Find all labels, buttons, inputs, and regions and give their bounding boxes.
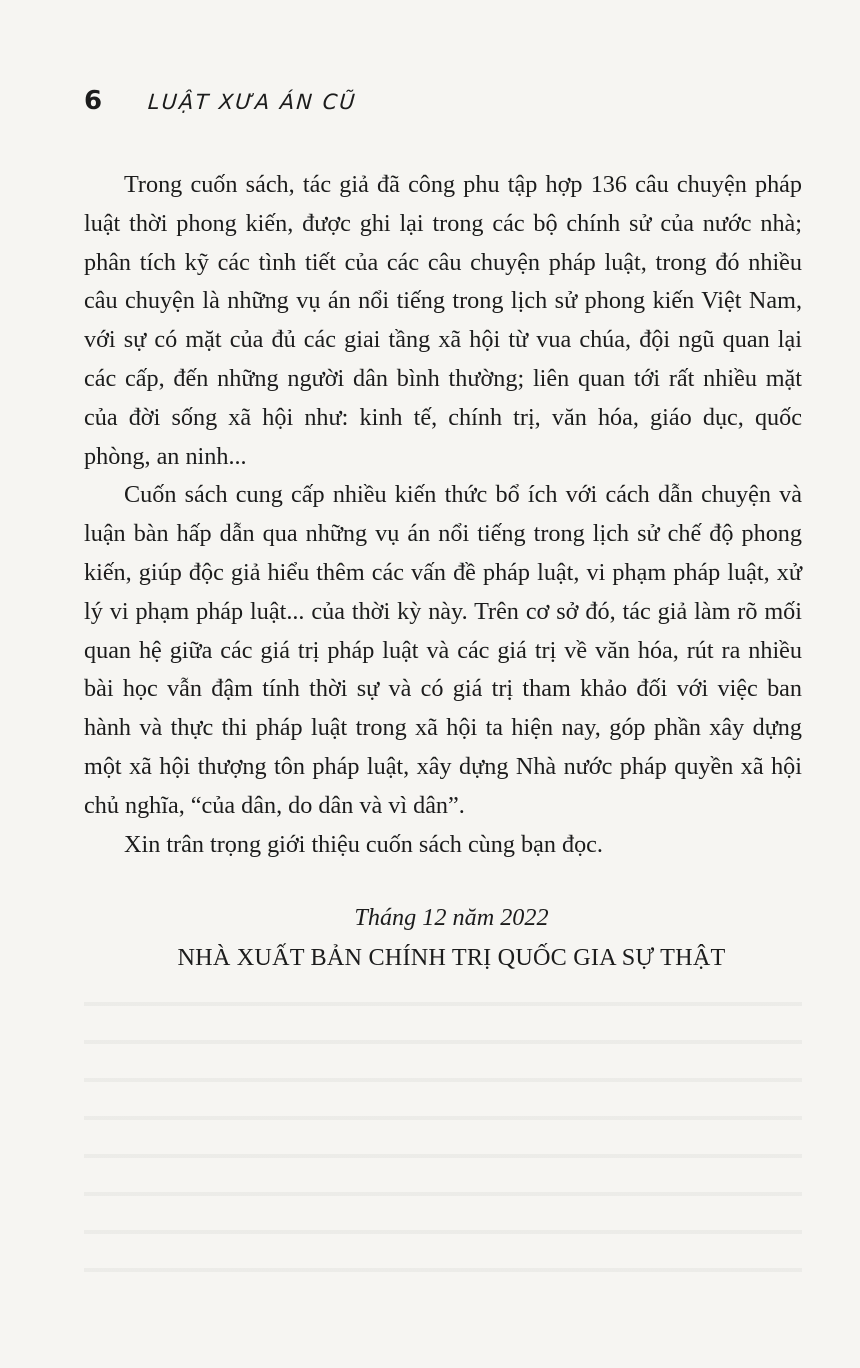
- running-head: [84, 86, 357, 116]
- closing-block: [84, 900, 860, 976]
- book-title: LUẬT XƯA ÁN CŨ: [147, 90, 358, 114]
- publisher-name: NHÀ XUẤT BẢN CHÍNH TRỊ QUỐC GIA SỰ THẬT: [177, 944, 726, 971]
- paragraph-1: Trong cuốn sách, tác giả đã công phu tập hợp 136 câu chuyện pháp luật thời phong kiến, được ghi lại trong các bộ chính sử của nước nhà; phân tích kỹ các tình tiết của các câu chuyện pháp luật, trong đó nhiều câu chuyện là những vụ án nổi tiếng trong lịch sử phong kiến Việt Nam, với sự có mặt của đủ các giai tầng xã hội từ vua chúa, đội ngũ quan lại các cấp, đến những người dân bình thường; liên quan tới rất nhiều mặt của đời sống xã hội như: kinh tế, chính trị, văn hóa, giáo dục, quốc phòng, an ninh...: [84, 171, 802, 470]
- paragraph-2: Cuốn sách cung cấp nhiều kiến thức bổ ích với cách dẫn chuyện và luận bàn hấp dẫn qua những vụ án nổi tiếng trong lịch sử chế độ phong kiến, giúp độc giả hiểu thêm các vấn đề pháp luật, vi phạm pháp luật, xử lý vi phạm pháp luật... của thời kỳ này. Trên cơ sở đó, tác giả làm rõ mối quan hệ giữa các giá trị pháp luật và các giá trị về văn hóa, rút ra nhiều bài học vẫn đậm tính thời sự và có giá trị tham khảo đối với việc ban hành và thực thi pháp luật trong xã hội ta hiện nay, góp phần xây dựng một xã hội thượng tôn pháp luật, xây dựng Nhà nước pháp quyền xã hội chủ nghĩa, “của dân, do dân và vì dân”.: [84, 481, 802, 819]
- show-through-text-texture: [84, 980, 802, 1280]
- body-text: [84, 166, 802, 864]
- page-number: 6: [84, 86, 103, 116]
- paragraph-3: Xin trân trọng giới thiệu cuốn sách cùng bạn đọc.: [124, 830, 603, 858]
- closing-date: Tháng 12 năm 2022: [354, 904, 549, 931]
